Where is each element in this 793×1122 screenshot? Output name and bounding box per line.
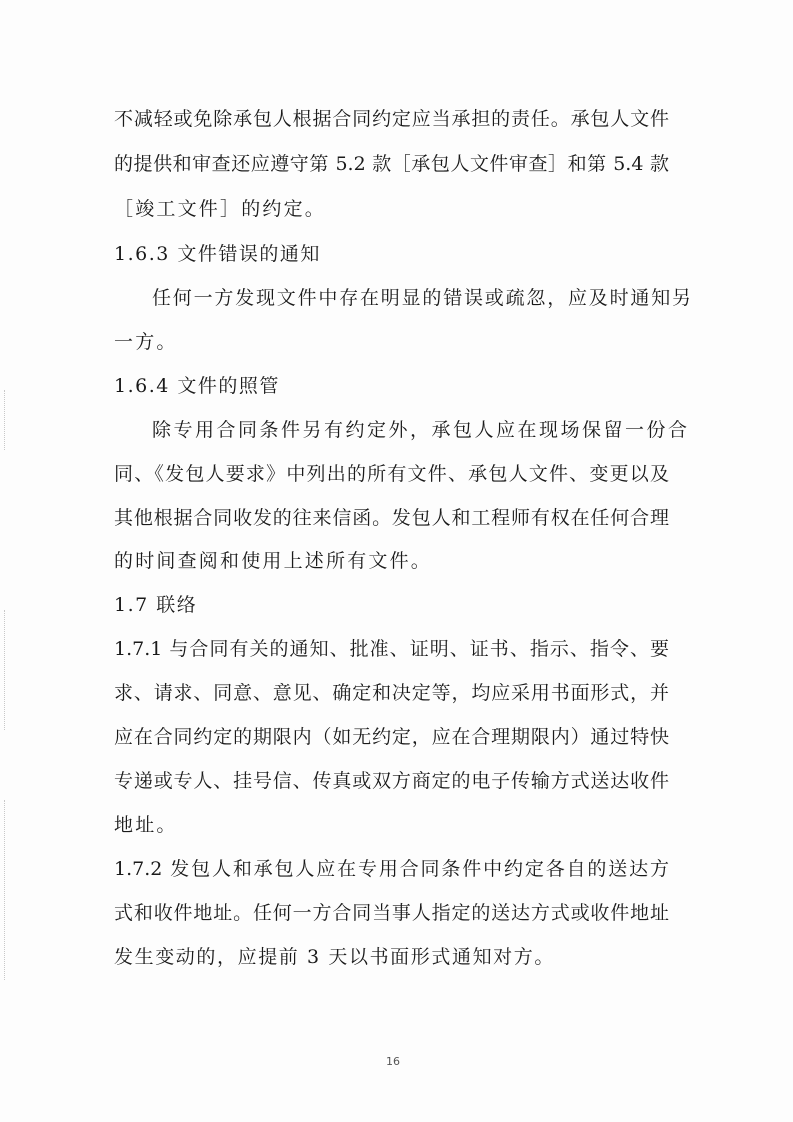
- paragraph-line: 任何一方发现文件中存在明显的错误或疏忽，应及时通知另: [152, 287, 693, 309]
- paragraph-line: 专递或专人、挂号信、传真或双方商定的电子传输方式送达收件: [114, 770, 669, 792]
- scan-edge-marks: [4, 610, 11, 730]
- paragraph-line: 其他根据合同收发的往来信函。发包人和工程师有权在任何合理: [114, 507, 669, 529]
- paragraph-line: 的时间查阅和使用上述所有文件。: [114, 550, 433, 572]
- paragraph-line: 发生变动的，应提前 3 天以书面形式通知对方。: [114, 946, 555, 968]
- paragraph-line: ［竣工文件］的约定。: [114, 198, 327, 220]
- paragraph-line: 应在合同约定的期限内（如无约定，应在合理期限内）通过特快: [114, 726, 669, 748]
- paragraph-line: 同、《发包人要求》中列出的所有文件、承包人文件、变更以及: [114, 463, 669, 485]
- paragraph-line: 一方。: [114, 331, 178, 353]
- section-heading-1-6-4: 1.6.4 文件的照管: [114, 375, 280, 397]
- paragraph-line: 的提供和审查还应遵守第 5.2 款［承包人文件审查］和第 5.4 款: [114, 153, 669, 175]
- paragraph-line: 式和收件地址。任何一方合同当事人指定的送达方式或收件地址: [114, 902, 669, 924]
- section-heading-1-7: 1.7 联络: [114, 594, 198, 616]
- paragraph-line: 不减轻或免除承包人根据合同约定应当承担的责任。承包人文件: [114, 108, 669, 130]
- scan-edge-marks: [4, 800, 11, 980]
- paragraph-line: 地址。: [114, 814, 178, 836]
- section-heading-1-6-3: 1.6.3 文件错误的通知: [114, 243, 321, 265]
- paragraph-line: 1.7.2 发包人和承包人应在专用合同条件中约定各自的送达方: [114, 858, 669, 880]
- paragraph-line: 求、请求、同意、意见、确定和决定等，均应采用书面形式，并: [114, 682, 669, 704]
- scan-edge-marks: [4, 390, 11, 450]
- page-number: 16: [386, 1055, 400, 1068]
- paragraph-line: 除专用合同条件另有约定外，承包人应在现场保留一份合: [152, 419, 690, 441]
- paragraph-line: 1.7.1 与合同有关的通知、批准、证明、证书、指示、指令、要: [114, 638, 669, 660]
